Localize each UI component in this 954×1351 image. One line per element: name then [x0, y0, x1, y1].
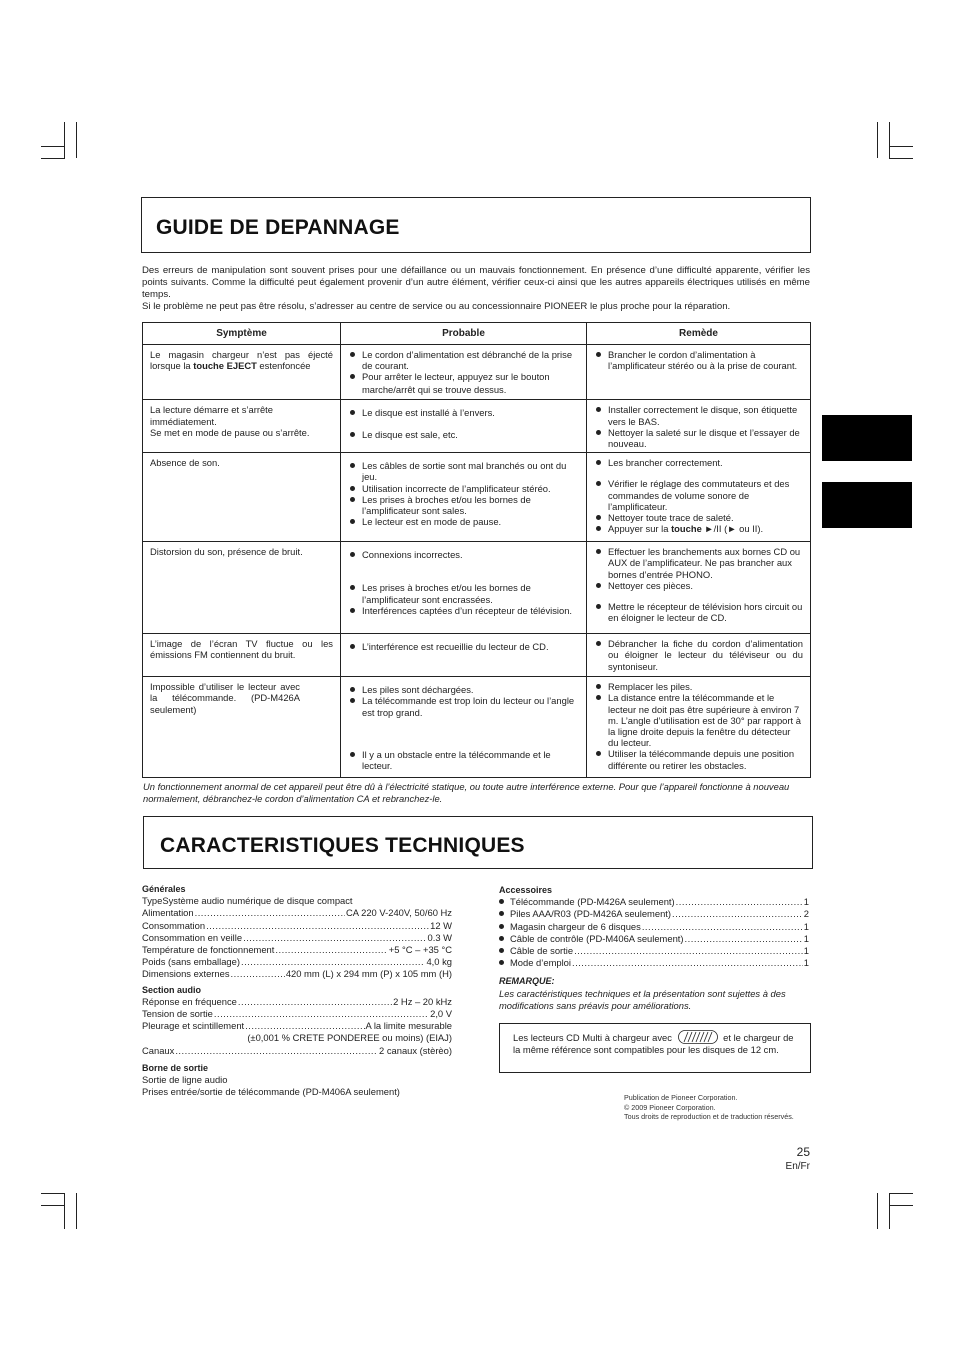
leader-dots	[685, 933, 803, 945]
cd-notice-text-cont: et le chargeur de la même référence sont compatibles pour les disques de 12 cm.	[513, 1032, 794, 1055]
spec-value: A la limite mesurable	[365, 1020, 452, 1032]
remedy-cell	[587, 453, 811, 542]
specs-left-column	[142, 880, 452, 1098]
troubleshooting-title: GUIDE DE DEPANNAGE	[156, 216, 400, 239]
spec-label: Canaux	[142, 1044, 175, 1056]
list-item: Utilisation incorrecte de l’amplificateur stéréo.	[348, 483, 579, 494]
symptom-cell	[143, 400, 341, 453]
remedy-cell	[587, 634, 811, 677]
symptom-cell: Impossible d’utiliser le lecteur avec la télécommande. (PD-M426A seulement)	[143, 677, 341, 778]
leader-dots	[231, 968, 285, 980]
leader-dots	[572, 957, 803, 969]
accessory-row	[499, 957, 809, 969]
leader-dots	[275, 944, 387, 956]
publisher-line: Publication de Pioneer Corporation.	[624, 1093, 738, 1102]
static-note: Un fonctionnement anormal de cet appareil peut être dû à l’électricité statique, ou toute autre interférence externe. Pour que l’appareil fonctionne à nouveau normalement, débranchez-le cordon d’alimentation CA et rebranchez-le.	[143, 781, 790, 804]
accessory-label: Mode d’emploi	[499, 957, 571, 969]
list-item: Interférences captées d’un récepteur de télévision.	[348, 605, 579, 616]
table-row	[143, 345, 811, 400]
header-symptom: Symptème	[143, 323, 341, 345]
side-tab-upper	[822, 415, 912, 461]
list-item: Les piles sont déchargées.	[348, 684, 579, 695]
header-remedy: Remède	[587, 323, 811, 345]
spec-label: Tension de sortie	[142, 1008, 213, 1020]
leader-dots	[241, 956, 425, 968]
header-probable: Probable	[341, 323, 587, 345]
list-item: Le cordon d’alimentation est débranché de la prise de courant.	[348, 349, 579, 371]
spec-label: Température de fonctionnement	[142, 944, 275, 956]
accessory-label: Câble de sortie	[499, 945, 573, 957]
spec-label: Dimensions externes	[142, 968, 230, 980]
spec-value: CA 220 V-240V, 50/60 Hz	[346, 907, 452, 919]
leader-dots	[676, 896, 803, 908]
accessory-row	[499, 921, 809, 933]
remedy-text: Appuyer sur la	[608, 523, 672, 535]
accessory-qty: 1	[803, 896, 809, 908]
list-item: Utiliser la télécommande depuis une position différente ou retirer les obstacles.	[594, 748, 803, 770]
symptom-text: Se met en mode de pause ou s’arrête.	[150, 426, 310, 438]
accessory-qty: 1	[803, 945, 809, 957]
spec-row	[142, 932, 452, 944]
spec-row	[142, 907, 452, 919]
spec-label: Consommation	[142, 919, 206, 931]
accessory-row	[499, 945, 809, 957]
remedy-cell	[587, 400, 811, 453]
list-item: Il y a un obstacle entre la télécommande et le lecteur.	[348, 749, 579, 771]
leader-dots	[195, 907, 345, 919]
troubleshooting-table	[142, 322, 811, 778]
list-item: Les prises à broches et/ou les bornes de l’amplificateur sont encrassées.	[348, 582, 579, 604]
list-item: La distance entre la télécommande et le lecteur ne doit pas être supérieure à environ 7 m. L’angle d’utilisation est de 30° par rapport à la ligne droite depuis la fenêtre du détecteur du lecteur.	[594, 692, 803, 748]
intro-paragraph: Des erreurs de manipulation sont souvent prises pour une défaillance ou un mauvais fonctionnement. En présence d’une difficulté apparente, vérifier les points suivants. Comme la difficulté peut également provenir d’un autre élément, vérifier ceux-ci ainsi que les autres appareils électriques utilisés en même temps.	[142, 265, 810, 300]
accessory-qty: 1	[803, 920, 809, 932]
outputs-heading: Borne de sortie	[142, 1062, 209, 1073]
remark-text: Les caractéristiques techniques et la présentation sont sujettes à des modifications sans préavis pour améliorations.	[499, 987, 786, 1011]
leader-dots	[642, 921, 803, 933]
list-item: Effectuer les branchements aux bornes CD ou AUX de l’amplificateur. Ne pas brancher aux bornes d’entrée PHONO.	[594, 546, 803, 580]
symptom-cell: Absence de son.	[143, 453, 341, 542]
spec-row	[142, 968, 452, 980]
probable-cell	[341, 400, 587, 453]
specs-title-box	[143, 816, 813, 869]
list-item: Le disque est installé à l’envers.	[348, 407, 579, 418]
remedy-cell	[587, 542, 811, 634]
table-row	[143, 542, 811, 634]
spec-value: 2,0 V	[430, 1008, 452, 1020]
table-row	[143, 634, 811, 677]
rights-line: Tous droits de reproduction et de traduction réservés.	[624, 1112, 794, 1122]
spec-value: 420 mm (L) x 294 mm (P) x 105 mm (H)	[285, 968, 452, 980]
list-item: Mettre le récepteur de télévision hors circuit ou en éloigner le lecteur de CD.	[594, 601, 803, 623]
spec-row	[142, 1008, 452, 1020]
table-row	[143, 400, 811, 453]
remedy-cell	[587, 345, 811, 400]
symptom-text: Le magasin chargeur n’est pas éjecté lorsque la	[150, 349, 333, 372]
list-item: Connexions incorrectes.	[348, 549, 579, 560]
leader-dots	[214, 1008, 429, 1020]
list-item: Pour arrêter le lecteur, appuyez sur le bouton marche/arrêt qui se trouve dessus.	[348, 371, 579, 396]
list-item: Brancher le cordon d’alimentation à l’amplificateur stéréo ou à la prise de courant.	[594, 349, 803, 371]
list-item: Débrancher la fiche du cordon d’alimentation ou éloigner le lecteur du téléviseur ou du syntoniseur.	[594, 638, 803, 672]
list-item: Le disque est sale, etc.	[348, 429, 579, 440]
accessory-label: Câble de contrôle (PD-M406A seulement)	[499, 933, 684, 945]
specs-title: CARACTERISTIQUES TECHNIQUES	[160, 834, 525, 857]
accessory-qty: 1	[803, 932, 809, 944]
accessory-label: Magasin chargeur de 6 disques	[499, 921, 641, 933]
accessory-qty: 2	[803, 908, 809, 920]
symptom-text: estenfoncée	[256, 360, 311, 372]
leader-dots	[175, 1045, 378, 1057]
list-item: Les brancher correctement.	[594, 457, 803, 468]
list-item: Les câbles de sortie sont mal branchés ou ont du jeu.	[348, 460, 579, 482]
list-item: Installer correctement le disque, son étiquette vers le BAS.	[594, 404, 803, 426]
spec-row	[142, 1045, 452, 1057]
list-item: L’interférence est recueillie du lecteur de CD.	[348, 641, 579, 652]
table-row	[143, 677, 811, 778]
cd-notice-text: Les lecteurs CD Multi à chargeur avec	[513, 1032, 672, 1043]
spec-value: 2 Hz – 20 kHz	[393, 995, 452, 1007]
symptom-cell	[143, 345, 341, 400]
general-heading: Générales	[142, 884, 186, 894]
list-item: Vérifier le réglage des commutateurs et des commandes de volume sonore de l’amplificateur.	[594, 478, 803, 512]
wow-flutter-extra: (±0,001 % CRETE PONDEREE ou moins) (EIAJ)	[247, 1032, 452, 1044]
list-item: La télécommande est trop loin du lecteur ou l’angle est trop grand.	[348, 695, 579, 717]
output-line: Sortie de ligne audio	[142, 1074, 228, 1086]
spec-row	[142, 996, 452, 1008]
audio-heading: Section audio	[142, 984, 202, 995]
spec-label: Poids (sans emballage)	[142, 956, 240, 968]
remedy-key: touche	[671, 523, 702, 535]
accessory-row	[499, 933, 809, 945]
symptom-cell: Distorsion du son, présence de bruit.	[143, 542, 341, 634]
leader-dots	[238, 996, 392, 1008]
probable-cell	[341, 677, 587, 778]
probable-cell	[341, 634, 587, 677]
list-item	[594, 523, 803, 534]
spec-value: 12 W	[430, 919, 452, 931]
publisher-info	[624, 1093, 794, 1122]
symptom-text: La lecture démarre et s’arrête immédiatement.	[150, 404, 273, 427]
list-item: Le lecteur est en mode de pause.	[348, 516, 579, 527]
list-item: Nettoyer ces pièces.	[594, 580, 803, 591]
list-item: Remplacer les piles.	[594, 681, 803, 692]
leader-dots	[672, 908, 803, 920]
spec-row	[142, 920, 452, 932]
spec-label: Réponse en fréquence	[142, 995, 237, 1007]
accessory-row	[499, 896, 809, 908]
accessory-label: Piles AAA/R03 (PD-M426A seulement)	[499, 908, 671, 920]
cd-compatibility-box	[499, 1023, 811, 1073]
list-item: Nettoyer la saleté sur le disque et l’essayer de nouveau.	[594, 427, 803, 449]
spec-value: +5 °C – +35 °C	[388, 944, 452, 956]
spec-row	[142, 1020, 452, 1032]
accessory-label: Télécommande (PD-M426A seulement)	[499, 896, 675, 908]
accessory-row	[499, 908, 809, 920]
symptom-key: touche EJECT	[193, 360, 257, 372]
spec-label: Pleurage et scintillement	[142, 1020, 245, 1032]
spec-value: 0.3 W	[427, 931, 452, 943]
probable-cell	[341, 542, 587, 634]
accessories-heading: Accessoires	[499, 885, 553, 895]
accessory-qty: 1	[803, 957, 809, 969]
output-line: Prises entrée/sortie de télécommande (PD-M406A seulement)	[142, 1086, 400, 1098]
list-item: Nettoyer toute trace de saleté.	[594, 512, 803, 523]
spec-row	[142, 956, 452, 968]
remedy-cell	[587, 677, 811, 778]
probable-cell	[341, 453, 587, 542]
table-row	[143, 453, 811, 542]
page-number: 25	[796, 1145, 810, 1159]
spec-type: TypeSystème audio numérique de disque compact	[142, 895, 353, 907]
leader-dots	[206, 920, 429, 932]
cd-changer-logo-icon	[678, 1030, 718, 1044]
symptom-cell: L’image de l’écran TV fluctue ou les émissions FM contiennent du bruit.	[143, 634, 341, 677]
side-tab-lower	[822, 482, 912, 528]
leader-dots	[245, 1020, 364, 1032]
copyright-line: © 2009 Pioneer Corporation.	[624, 1102, 716, 1112]
spec-value: 2 canaux (stèrèo)	[379, 1044, 452, 1056]
spec-row	[142, 944, 452, 956]
troubleshooting-title-box	[141, 197, 811, 253]
leader-dots	[243, 932, 426, 944]
leader-dots	[574, 945, 803, 957]
specs-right-column	[499, 881, 809, 1012]
probable-cell	[341, 345, 587, 400]
list-item: Les prises à broches et/ou les bornes de l’amplificateur sont sales.	[348, 494, 579, 516]
troubleshooting-intro	[142, 265, 810, 313]
remedy-text: ►/II (► ou II).	[701, 523, 764, 535]
remark-heading: REMARQUE:	[499, 976, 555, 987]
spec-value: 4,0 kg	[426, 956, 452, 968]
spec-label: Alimentation	[142, 907, 194, 919]
spec-label: Consommation en veille	[142, 931, 243, 943]
intro-paragraph-repair: Si le problème ne peut pas être résolu, s’adresser au centre de service ou au concessionnaire PIONEER le plus proche pour la réparation.	[142, 301, 731, 312]
table-header-row	[143, 323, 811, 345]
language-code: En/Fr	[785, 1161, 810, 1172]
